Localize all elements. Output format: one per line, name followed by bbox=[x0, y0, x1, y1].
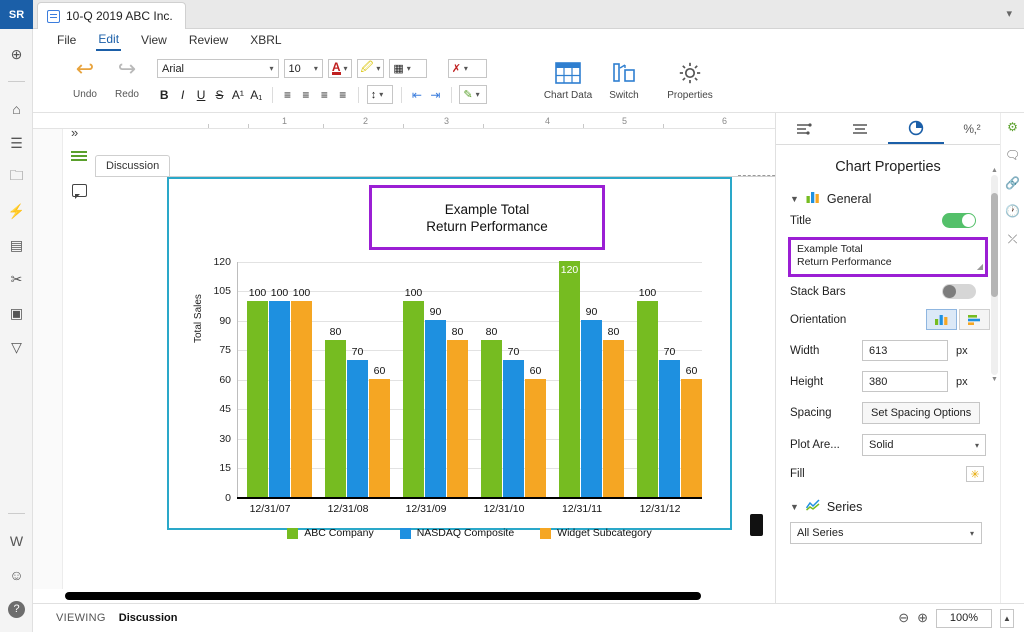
redo-icon: ↪ bbox=[117, 56, 137, 81]
bar[interactable]: 90 bbox=[425, 320, 446, 497]
x-tick-label: 12/31/10 bbox=[483, 503, 525, 515]
section-series-label: Series bbox=[826, 499, 863, 514]
y-tick-label: 90 bbox=[219, 315, 231, 327]
decrease-indent-button[interactable]: ⇤ bbox=[411, 87, 422, 102]
chevron-down-icon: ▼ bbox=[790, 501, 799, 512]
chart-data-group bbox=[531, 51, 605, 113]
bolt-icon[interactable]: ⚡ bbox=[7, 202, 26, 219]
rail-bottom-group bbox=[0, 503, 33, 626]
bar[interactable]: 120 bbox=[559, 261, 580, 497]
format-painter-button[interactable] bbox=[459, 85, 487, 104]
calculator-icon[interactable]: ▣ bbox=[9, 304, 24, 321]
document-tab[interactable] bbox=[37, 2, 186, 29]
ribbon-toolbar bbox=[33, 51, 1024, 113]
properties-label: Properties bbox=[667, 90, 713, 101]
horizontal-scroll-thumb[interactable] bbox=[65, 592, 701, 600]
bar[interactable]: 70 bbox=[503, 360, 524, 497]
bar[interactable]: 90 bbox=[581, 320, 602, 497]
bar[interactable]: 100 bbox=[247, 301, 268, 497]
spacing-label: Spacing bbox=[790, 407, 832, 419]
bar[interactable]: 60 bbox=[525, 379, 546, 497]
toolbar-divider bbox=[272, 87, 273, 103]
underline-button[interactable]: U bbox=[196, 87, 206, 102]
strikethrough-button[interactable]: S bbox=[215, 87, 224, 102]
home-icon[interactable]: ⌂ bbox=[12, 101, 21, 117]
section-tab-discussion[interactable]: Discussion bbox=[95, 155, 170, 177]
legend-label: Widget Subcategory bbox=[557, 527, 652, 539]
x-tick-label: 12/31/07 bbox=[249, 503, 291, 515]
chevron-down-icon[interactable]: ▾ bbox=[1006, 8, 1012, 20]
superscript-button[interactable]: A¹ bbox=[231, 87, 244, 102]
account-icon[interactable]: ☺ bbox=[9, 567, 24, 583]
shield-icon[interactable]: ▽ bbox=[11, 338, 22, 355]
settings-gear-icon[interactable]: ⚙ bbox=[1007, 120, 1018, 134]
undo-label: Undo bbox=[73, 89, 97, 100]
ruler-mark: 2 bbox=[363, 116, 369, 126]
align-center-button[interactable]: ≡ bbox=[302, 87, 310, 102]
width-unit: px bbox=[956, 344, 968, 357]
menu-xbrl[interactable]: XBRL bbox=[250, 32, 282, 47]
panel-tabs bbox=[776, 113, 1000, 145]
comment-icon[interactable]: 🗨 bbox=[1004, 148, 1021, 162]
series-select-value: All Series bbox=[797, 527, 844, 539]
panel-scrollbar[interactable] bbox=[991, 167, 998, 383]
chart-plot-area bbox=[169, 251, 734, 539]
folder-icon[interactable]: 🗀 bbox=[9, 167, 24, 183]
font-family-value: Arial bbox=[162, 62, 185, 75]
line-spacing-icon: ↕ bbox=[370, 88, 377, 101]
list-icon[interactable]: ☰ bbox=[10, 134, 23, 151]
orientation-vertical-button[interactable] bbox=[926, 309, 957, 330]
align-justify-button[interactable]: ≡ bbox=[339, 87, 347, 102]
chart-data-button[interactable] bbox=[531, 60, 605, 101]
panel-title: Chart Properties bbox=[835, 159, 941, 175]
status-bar bbox=[33, 603, 1024, 632]
status-section: Discussion bbox=[118, 612, 178, 624]
chevron-down-icon: ▾ bbox=[475, 90, 480, 99]
tab-alignment[interactable] bbox=[832, 113, 888, 144]
bar[interactable]: 80 bbox=[603, 340, 624, 497]
y-tick-label: 75 bbox=[219, 344, 231, 356]
highlighter-icon: 🖉 bbox=[360, 60, 374, 74]
italic-button[interactable]: I bbox=[180, 87, 185, 102]
y-axis bbox=[237, 262, 238, 498]
y-tick-label: 105 bbox=[213, 285, 231, 297]
undo-redo-group bbox=[67, 51, 145, 113]
menu-file[interactable]: File bbox=[57, 32, 77, 47]
toolbar-divider bbox=[358, 87, 359, 103]
font-color-icon: A bbox=[331, 60, 341, 74]
orientation-horizontal-button[interactable] bbox=[959, 309, 990, 330]
chevron-down-icon: ▾ bbox=[376, 64, 381, 73]
bar[interactable]: 100 bbox=[269, 301, 290, 497]
section-general-label: General bbox=[826, 191, 872, 206]
fill-label: Fill bbox=[790, 468, 805, 480]
plot-area-value: Solid bbox=[869, 439, 894, 451]
toolbar-divider bbox=[451, 87, 452, 103]
legend-item[interactable] bbox=[287, 527, 373, 539]
title-toggle[interactable] bbox=[942, 213, 976, 228]
bar[interactable]: 60 bbox=[681, 379, 702, 497]
scissors-icon[interactable]: ✂ bbox=[10, 270, 23, 287]
horizontal-scrollbar[interactable] bbox=[33, 589, 775, 603]
row-width bbox=[776, 335, 1000, 366]
collapse-icon[interactable]: » bbox=[71, 129, 79, 140]
orientation-label: Orientation bbox=[790, 313, 847, 326]
right-icon-rail bbox=[1000, 113, 1024, 603]
menu-review[interactable]: Review bbox=[188, 32, 229, 47]
line-spacing-button[interactable] bbox=[367, 85, 393, 104]
status-mode: VIEWING bbox=[56, 612, 106, 624]
calendar-icon[interactable]: ▤ bbox=[9, 236, 24, 253]
x-axis bbox=[237, 497, 702, 499]
menu-view[interactable]: View bbox=[141, 32, 167, 47]
align-right-button[interactable]: ≡ bbox=[320, 87, 328, 102]
row-plot-area bbox=[776, 429, 1000, 461]
resize-grip-icon[interactable]: ◢ bbox=[976, 262, 983, 271]
panel-scroll-thumb[interactable] bbox=[991, 193, 998, 297]
link-icon[interactable]: 🔗 bbox=[1005, 176, 1020, 190]
chart-title-input-line-2: Return Performance bbox=[797, 256, 892, 268]
document-tab-label: 10-Q 2019 ABC Inc. bbox=[66, 9, 173, 23]
y-tick-label: 60 bbox=[219, 374, 231, 386]
page-boundary-dashed bbox=[738, 175, 775, 176]
bar[interactable]: 80 bbox=[447, 340, 468, 497]
properties-button[interactable] bbox=[653, 60, 727, 101]
left-rail bbox=[0, 0, 33, 632]
plot-area-select[interactable] bbox=[862, 434, 986, 456]
document-icon bbox=[47, 10, 60, 23]
height-unit: px bbox=[956, 375, 968, 388]
row-stack-bars bbox=[776, 279, 1000, 304]
tab-layout[interactable] bbox=[776, 113, 832, 144]
legend-swatch bbox=[400, 528, 411, 539]
add-icon[interactable]: ⊕ bbox=[10, 45, 23, 62]
chart-data-label: Chart Data bbox=[543, 90, 593, 101]
x-tick-label: 12/31/08 bbox=[327, 503, 369, 515]
resize-handle[interactable] bbox=[750, 514, 763, 536]
document-canvas[interactable] bbox=[33, 129, 775, 603]
bar[interactable]: 60 bbox=[369, 379, 390, 497]
series-select[interactable] bbox=[790, 522, 982, 544]
toolbar-divider bbox=[401, 87, 402, 103]
line-chart-icon bbox=[806, 499, 820, 514]
orientation-segmented-control[interactable] bbox=[926, 309, 990, 330]
y-tick-label: 0 bbox=[225, 492, 231, 504]
zoom-input[interactable]: 100% bbox=[936, 609, 992, 628]
tab-chart-properties[interactable] bbox=[888, 113, 944, 144]
title-label: Title bbox=[790, 214, 812, 227]
workiva-icon[interactable]: W bbox=[9, 533, 24, 549]
undo-icon: ↩ bbox=[75, 56, 95, 81]
chevron-down-icon: ▾ bbox=[463, 64, 468, 73]
undo-button[interactable] bbox=[67, 57, 103, 113]
y-axis-label: Total Sales bbox=[193, 294, 204, 343]
ruler-mark: 3 bbox=[444, 116, 450, 126]
bar-chart-icon bbox=[806, 191, 820, 206]
switch-button[interactable] bbox=[595, 60, 653, 101]
section-general[interactable] bbox=[776, 185, 1000, 208]
row-title bbox=[776, 208, 1000, 233]
legend-label: NASDAQ Composite bbox=[416, 527, 515, 539]
app-logo[interactable]: SR bbox=[0, 0, 33, 29]
ruler-mark: 4 bbox=[545, 116, 551, 126]
legend-label: ABC Company bbox=[304, 527, 374, 539]
ruler-mark: 1 bbox=[282, 116, 288, 126]
legend-swatch bbox=[540, 528, 551, 539]
chevron-down-icon: ▾ bbox=[379, 90, 384, 99]
font-color-button[interactable] bbox=[328, 59, 352, 78]
row-spacing bbox=[776, 397, 1000, 429]
font-family-select[interactable] bbox=[157, 59, 279, 78]
legend-swatch bbox=[287, 528, 298, 539]
increase-indent-button[interactable]: ⇥ bbox=[430, 87, 441, 102]
switch-label: Switch bbox=[609, 90, 639, 101]
rail-divider bbox=[8, 81, 25, 82]
chart-title-input-line-1: Example Total bbox=[797, 243, 863, 255]
zoom-controls bbox=[898, 609, 1014, 628]
zoom-stepper-up-icon[interactable]: ▲ bbox=[1000, 609, 1014, 628]
border-button[interactable] bbox=[389, 59, 426, 78]
bar[interactable]: 80 bbox=[481, 340, 502, 497]
switch-group bbox=[595, 51, 653, 113]
table-icon bbox=[531, 60, 605, 86]
eraser-icon: ✗ bbox=[451, 63, 461, 75]
zoom-in-icon[interactable]: ⊕ bbox=[917, 610, 928, 625]
chart-title-line-2: Return Performance bbox=[426, 219, 548, 234]
bar[interactable]: 70 bbox=[659, 360, 680, 497]
x-tick-label: 12/31/11 bbox=[561, 503, 603, 515]
bar[interactable]: 80 bbox=[325, 340, 346, 497]
chevron-down-icon: ▾ bbox=[313, 64, 318, 73]
stack-bars-label: Stack Bars bbox=[790, 285, 846, 298]
clear-formatting-button[interactable] bbox=[448, 59, 487, 78]
chevron-down-icon: ▾ bbox=[406, 64, 411, 73]
highlight-color-button[interactable] bbox=[357, 59, 385, 78]
menu-edit[interactable]: Edit bbox=[96, 30, 121, 51]
x-tick-label: 12/31/09 bbox=[405, 503, 447, 515]
switch-icon bbox=[595, 60, 653, 86]
width-input[interactable]: 613 bbox=[862, 340, 948, 361]
bar[interactable]: 100 bbox=[291, 301, 312, 497]
x-tick-label: 12/31/12 bbox=[639, 503, 681, 515]
chart-object[interactable] bbox=[167, 177, 732, 539]
chart-properties-panel bbox=[775, 113, 1000, 603]
chart-legend bbox=[237, 527, 702, 539]
fill-color-button[interactable]: ✳ bbox=[966, 466, 984, 482]
scroll-up-arrow[interactable]: ▲ bbox=[991, 167, 998, 174]
row-height bbox=[776, 366, 1000, 397]
rail-divider-bottom bbox=[8, 513, 25, 514]
border-icon: ▦ bbox=[393, 63, 404, 75]
legend-item[interactable] bbox=[540, 527, 652, 539]
set-spacing-options-button[interactable]: Set Spacing Options bbox=[862, 402, 980, 424]
zoom-out-icon[interactable]: ⊖ bbox=[898, 610, 910, 625]
history-icon[interactable]: 🕐 bbox=[1005, 204, 1020, 218]
chevron-down-icon: ▾ bbox=[269, 64, 274, 73]
chevron-down-icon: ▾ bbox=[974, 440, 979, 450]
stack-bars-toggle[interactable] bbox=[942, 284, 976, 299]
plot-area-label: Plot Are... bbox=[790, 439, 840, 451]
row-orientation bbox=[776, 304, 1000, 335]
legend-item[interactable] bbox=[400, 527, 514, 539]
bar[interactable]: 100 bbox=[637, 301, 658, 497]
outline-icon[interactable] bbox=[71, 151, 87, 165]
font-size-value: 10 bbox=[288, 62, 301, 75]
chevron-down-icon: ▾ bbox=[343, 64, 348, 73]
y-tick-label: 45 bbox=[219, 403, 231, 415]
horizontal-ruler[interactable] bbox=[33, 113, 775, 129]
collapse-panel-icon[interactable]: ⤫ bbox=[1007, 231, 1018, 246]
section-series[interactable] bbox=[776, 487, 1000, 516]
width-label: Width bbox=[790, 344, 820, 357]
chart-title-line-1: Example Total bbox=[444, 202, 530, 217]
ruler-mark: 6 bbox=[722, 116, 728, 126]
gear-icon bbox=[653, 60, 727, 86]
bar[interactable]: 70 bbox=[347, 360, 368, 497]
scroll-down-arrow[interactable]: ▼ bbox=[991, 376, 998, 383]
subscript-button[interactable]: A₁ bbox=[250, 87, 263, 102]
y-tick-label: 15 bbox=[219, 462, 231, 474]
redo-label: Redo bbox=[115, 89, 139, 100]
help-icon[interactable]: ? bbox=[0, 592, 33, 626]
canvas-gutter bbox=[33, 129, 79, 603]
paintbrush-icon: ✎ bbox=[463, 89, 473, 101]
tab-number-format[interactable]: %‚² bbox=[963, 121, 981, 136]
comment-icon[interactable] bbox=[72, 184, 87, 197]
font-group bbox=[157, 51, 487, 113]
y-tick-label: 120 bbox=[213, 256, 231, 268]
properties-group bbox=[653, 51, 727, 113]
redo-button[interactable] bbox=[109, 57, 145, 113]
height-label: Height bbox=[790, 375, 824, 388]
chart-title bbox=[372, 188, 602, 235]
bold-button[interactable]: B bbox=[159, 87, 169, 102]
align-left-button[interactable]: ≡ bbox=[284, 87, 292, 102]
document-tab-bar bbox=[33, 0, 1024, 29]
chart-title-input[interactable] bbox=[788, 237, 988, 277]
height-input[interactable]: 380 bbox=[862, 371, 948, 392]
font-size-select[interactable] bbox=[284, 59, 323, 78]
bar[interactable]: 100 bbox=[403, 301, 424, 497]
y-tick-label: 30 bbox=[219, 433, 231, 445]
row-fill bbox=[776, 461, 1000, 487]
ruler-mark: 5 bbox=[622, 116, 628, 126]
chevron-down-icon: ▼ bbox=[790, 193, 799, 204]
chart-title-selection[interactable] bbox=[369, 185, 605, 250]
chevron-down-icon: ▾ bbox=[969, 528, 974, 538]
menu-bar bbox=[33, 29, 1024, 51]
